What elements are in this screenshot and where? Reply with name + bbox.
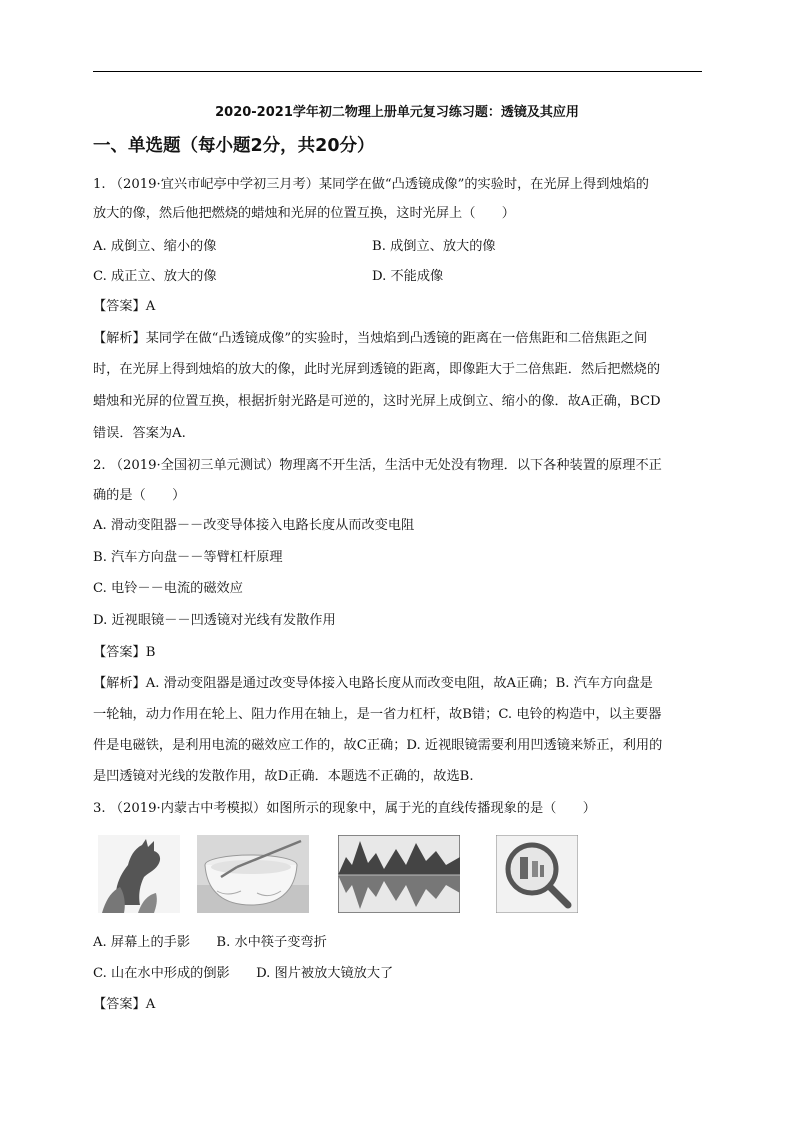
magnifier-icon <box>496 835 578 913</box>
q1-option-c: C. 成正立、放大的像 <box>93 269 217 284</box>
mountain-reflection-icon <box>338 835 460 913</box>
chopsticks-in-water-bowl-icon <box>197 835 309 913</box>
q1-option-a: A. 成倒立、缩小的像 <box>93 239 217 254</box>
q2-option-a: A. 滑动变阻器－－改变导体接入电路长度从而改变电阻 <box>93 518 415 533</box>
q1-stem-line2: 放大的像，然后他把燃烧的蜡烛和光屏的位置互换，这时光屏上（ ） <box>93 206 515 221</box>
q2-analysis-line1: 【解析】A. 滑动变阻器是通过改变导体接入电路长度从而改变电阻，故A正确；B. 汽车方向盘是 <box>93 676 653 691</box>
section-heading: 一、单选题（每小题2分，共20分） <box>93 136 375 156</box>
header-rule <box>93 71 702 72</box>
hand-shadow-icon <box>98 835 180 913</box>
q2-option-d: D. 近视眼镜－－凹透镜对光线有发散作用 <box>93 613 336 628</box>
q2-stem-line1: 2. （2019·全国初三单元测试）物理离不开生活，生活中无处没有物理．以下各种装置的原理不正 <box>93 458 662 473</box>
q2-analysis-line2: 一轮轴，动力作用在轮上、阻力作用在轴上，是一省力杠杆，故B错；C. 电铃的构造中，以主要器 <box>93 707 662 722</box>
q1-analysis-line3: 蜡烛和光屏的位置互换，根据折射光路是可逆的，这时光屏上成倒立、缩小的像．故A正确，BCD <box>93 394 661 409</box>
q2-answer: 【答案】B <box>93 645 156 660</box>
q2-option-c: C. 电铃－－电流的磁效应 <box>93 581 243 596</box>
q3-answer: 【答案】A <box>93 997 156 1012</box>
page-title: 2020-2021学年初二物理上册单元复习练习题：透镜及其应用 <box>215 105 579 120</box>
q3-stem: 3. （2019·内蒙古中考模拟）如图所示的现象中，属于光的直线传播现象的是（ ） <box>93 801 596 816</box>
q2-option-b: B. 汽车方向盘－－等臂杠杆原理 <box>93 550 283 565</box>
q1-answer: 【答案】A <box>93 299 156 314</box>
q1-analysis-line1: 【解析】某同学在做“凸透镜成像”的实验时，当烛焰到凸透镜的距离在一倍焦距和二倍焦距之间 <box>93 331 648 346</box>
q1-analysis-line4: 错误．答案为A. <box>93 426 186 441</box>
q2-analysis-line3: 件是电磁铁，是利用电流的磁效应工作的，故C正确；D. 近视眼镜需要利用凹透镜来矫正，利用的 <box>93 738 663 753</box>
q1-analysis-line2: 时，在光屏上得到烛焰的放大的像，此时光屏到透镜的距离，即像距大于二倍焦距．然后把燃烧的 <box>93 362 661 377</box>
q3-options-line1: A. 屏幕上的手影 B. 水中筷子变弯折 <box>93 935 327 950</box>
q2-analysis-line4: 是凹透镜对光线的发散作用，故D正确．本题选不正确的，故选B. <box>93 769 474 784</box>
q1-stem-line1: 1. （2019·宜兴市屺亭中学初三月考）某同学在做“凸透镜成像”的实验时，在光屏上得到烛焰的 <box>93 177 649 192</box>
q1-option-b: B. 成倒立、放大的像 <box>372 239 496 254</box>
q1-option-d: D. 不能成像 <box>372 269 444 284</box>
q3-options-line2: C. 山在水中形成的倒影 D. 图片被放大镜放大了 <box>93 966 394 981</box>
q2-stem-line2: 确的是（ ） <box>93 488 186 503</box>
